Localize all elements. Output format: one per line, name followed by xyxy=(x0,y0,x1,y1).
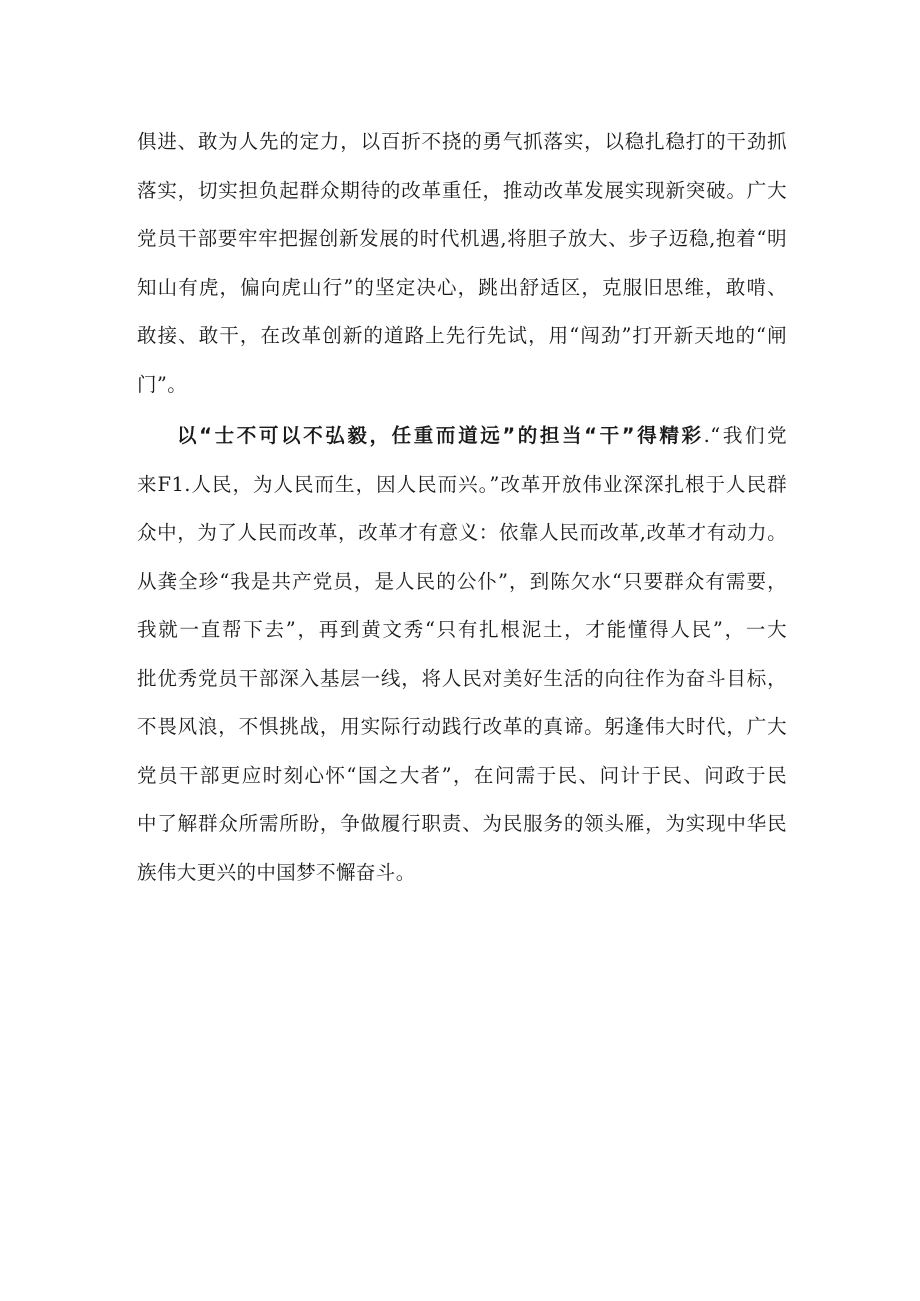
paragraph-line: 不畏风浪，不惧挑战，用实际行动践行改革的真谛。躬逢伟大时代，广大 xyxy=(137,715,787,738)
paragraph-line: 中了解群众所需所盼，争做履行职责、为民服务的领头雁，为实现中华民 xyxy=(137,812,787,835)
paragraph-line: 党员干部更应时刻心怀“国之大者”，在问需于民、问计于民、问政于民 xyxy=(137,763,787,787)
paragraph-line: 来F1.人民，为人民而生，因人民而兴。”改革开放伟业深深扎根于人民群 xyxy=(137,472,787,496)
paragraph-line: 知山有虎，偏向虎山行”的坚定决心，跳出舒适区，克服旧思维，敢啃、 xyxy=(137,275,787,299)
paragraph-line: 众中，为了人民而改革，改革才有意义：依靠人民而改革,改革才有动力。 xyxy=(137,521,787,544)
paragraph-line: 族伟大更兴的中国梦不懈奋斗。 xyxy=(137,860,416,884)
paragraph-1 xyxy=(137,118,787,409)
paragraph-lead-rest: .“我们党 xyxy=(703,424,787,447)
paragraph-first-line xyxy=(137,412,787,461)
paragraph-lead-heading: 以“士不可以不弘毅，任重而道远”的担当“干”得精彩 xyxy=(177,424,704,447)
paragraph-line: 从龚全珍“我是共产党员，是人民的公仆”，到陈欠水“只要群众有需要， xyxy=(137,569,787,593)
paragraph-line: 我就一直帮下去”，再到黄文秀“只有扎根泥土，才能懂得人民”，一大 xyxy=(137,618,787,641)
paragraph-line: 门”。 xyxy=(137,372,188,396)
paragraph-line: 俱进、敢为人先的定力，以百折不挠的勇气抓落实，以稳扎稳打的干劲抓 xyxy=(137,130,787,153)
paragraph-2 xyxy=(137,412,787,897)
paragraph-line: 批优秀党员干部深入基层一线，将人民对美好生活的向往作为奋斗目标， xyxy=(137,666,787,690)
paragraph-line: 党员干部要牢牢把握创新发展的时代机遇,将胆子放大、步子迈稳,抱着“明 xyxy=(137,227,787,250)
paragraph-line: 敢接、敢干，在改革创新的道路上先行先试，用“闯劲”打开新天地的“闸 xyxy=(137,324,787,347)
paragraph-line: 落实，切实担负起群众期待的改革重任，推动改革发展实现新突破。广大 xyxy=(137,178,787,202)
